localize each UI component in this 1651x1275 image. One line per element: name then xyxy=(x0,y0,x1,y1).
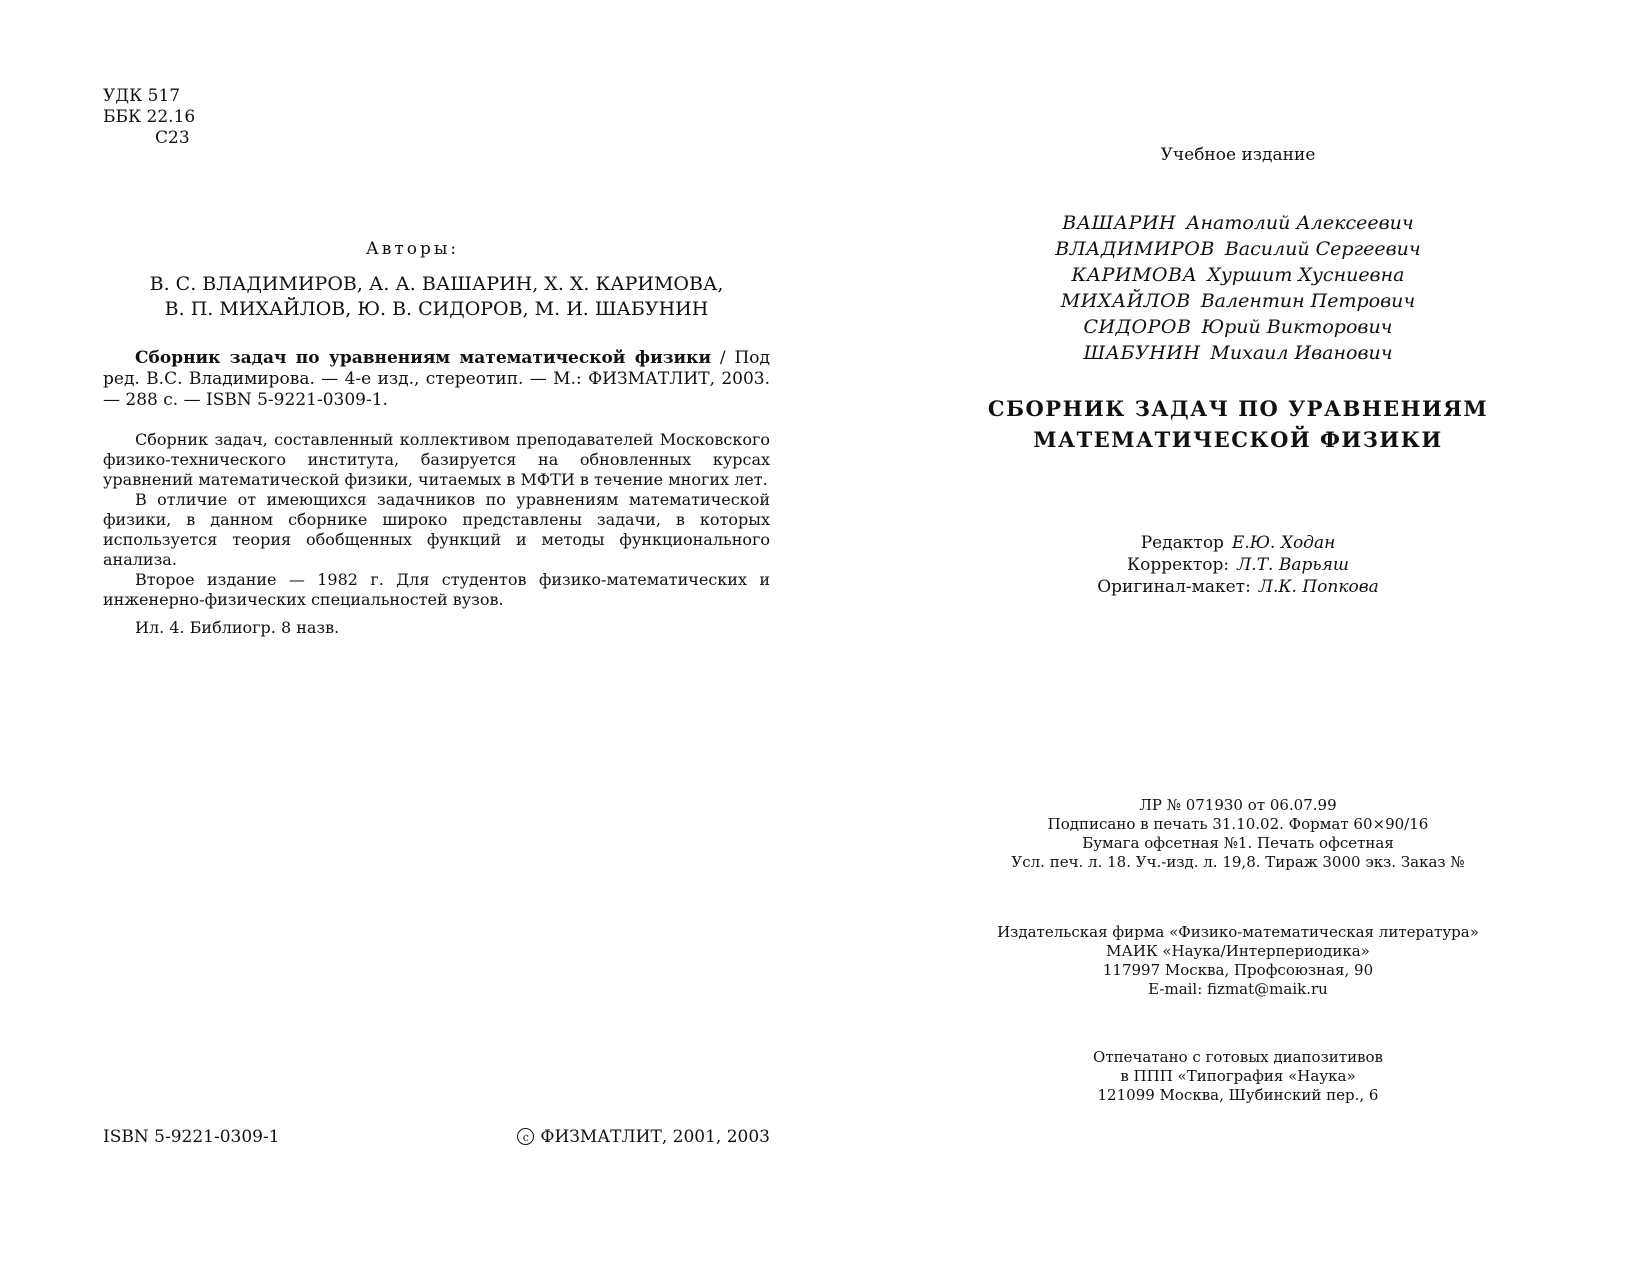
author-entry xyxy=(825,340,1651,366)
isbn: ISBN 5-9221-0309-1 xyxy=(103,1127,280,1147)
title-line: МАТЕМАТИЧЕСКОЙ ФИЗИКИ xyxy=(1033,427,1443,452)
staff-role: Корректор: xyxy=(1127,555,1230,575)
bibliographic-details: / Под ред. В.С. Владимирова. — 4-е изд., стереотип. — М.: ФИЗМАТЛИТ, 2003. — 288 с. — ISBN 5-9221-0309-1. xyxy=(103,348,771,410)
authors-label: Авторы: xyxy=(365,239,460,259)
book-title: Сборник задач по уравнениям математической физики xyxy=(135,348,712,368)
publisher-line: МАИК «Наука/Интерпериодика» xyxy=(1106,942,1370,960)
abstract-paragraph: Ил. 4. Библиогр. 8 назв. xyxy=(135,618,340,637)
publisher-info xyxy=(825,923,1651,999)
authors-list xyxy=(103,272,770,322)
right-page xyxy=(825,0,1651,1275)
editorial-staff xyxy=(825,532,1651,598)
copyright-icon: c xyxy=(517,1128,534,1145)
printed-line: 121099 Москва, Шубинский пер., 6 xyxy=(1097,1086,1379,1104)
abstract-paragraph: Сборник задач, составленный коллективом преподавателей Московского физико-технического института, базируется на обновленных курсах уравнений математической физики, читаемых в МФТИ в течение многих лет. xyxy=(103,430,770,489)
udk-code: УДК 517 xyxy=(103,86,181,106)
author-surname: ВЛАДИМИРОВ xyxy=(1055,238,1215,260)
staff-role: Оригинал-макет: xyxy=(1097,577,1251,597)
author-name: Анатолий Алексеевич xyxy=(1186,212,1414,234)
classification-codes xyxy=(103,86,195,149)
author-name: Михаил Иванович xyxy=(1210,342,1393,364)
bbk-code: ББК 22.16 xyxy=(103,107,196,127)
print-line: Бумага офсетная №1. Печать офсетная xyxy=(1082,834,1394,852)
printed-line: в ППП «Типография «Наука» xyxy=(1120,1067,1356,1085)
author-sign: С23 xyxy=(155,128,190,148)
left-page xyxy=(0,0,825,1275)
staff-role: Редактор xyxy=(1140,533,1224,553)
staff-person: Л.Т. Варьяш xyxy=(1237,555,1349,575)
author-surname: ШАБУНИН xyxy=(1083,342,1201,364)
author-entry xyxy=(825,288,1651,314)
staff-entry xyxy=(825,554,1651,576)
copyright-text: ФИЗМАТЛИТ, 2001, 2003 xyxy=(540,1127,770,1147)
publisher-line: Издательская фирма «Физико-математическая литература» xyxy=(997,923,1479,941)
printed-line: Отпечатано с готовых диапозитивов xyxy=(1093,1048,1383,1066)
publisher-line: E-mail: fizmat@maik.ru xyxy=(1148,980,1328,998)
print-line: Усл. печ. л. 18. Уч.-изд. л. 19,8. Тираж 3000 экз. Заказ № xyxy=(1011,853,1465,871)
staff-person: Е.Ю. Ходан xyxy=(1231,533,1336,553)
print-line: Подписано в печать 31.10.02. Формат 60×90/16 xyxy=(1047,815,1429,833)
staff-person: Л.К. Попкова xyxy=(1258,577,1379,597)
author-name: Хуршит Хусниевна xyxy=(1207,264,1405,286)
book-title-block xyxy=(825,393,1651,455)
abstract xyxy=(103,430,770,638)
bibliographic-record xyxy=(103,348,770,411)
staff-entry xyxy=(825,532,1651,554)
copyright xyxy=(517,1127,770,1147)
author-entry xyxy=(825,236,1651,262)
edition-type: Учебное издание xyxy=(1160,145,1316,165)
author-surname: ВАШАРИН xyxy=(1062,212,1177,234)
author-name: Василий Сергеевич xyxy=(1224,238,1421,260)
author-name: Валентин Петрович xyxy=(1200,290,1416,312)
author-entry xyxy=(825,210,1651,236)
author-name: Юрий Викторович xyxy=(1201,316,1393,338)
author-surname: СИДОРОВ xyxy=(1083,316,1192,338)
author-entry xyxy=(825,314,1651,340)
print-line: ЛР № 071930 от 06.07.99 xyxy=(1139,796,1337,814)
printing-house-info xyxy=(825,1048,1651,1105)
title-line: СБОРНИК ЗАДАЧ ПО УРАВНЕНИЯМ xyxy=(987,396,1489,421)
print-details xyxy=(825,796,1651,872)
authors-line: В. П. МИХАЙЛОВ, Ю. В. СИДОРОВ, М. И. ШАБУНИН xyxy=(164,298,709,320)
author-surname: МИХАЙЛОВ xyxy=(1060,290,1191,312)
abstract-paragraph: Второе издание — 1982 г. Для студентов физико-математических и инженерно-физических специальностей вузов. xyxy=(103,570,770,609)
authors-full-names xyxy=(825,210,1651,366)
authors-line: В. С. ВЛАДИМИРОВ, А. А. ВАШАРИН, Х. Х. КАРИМОВА, xyxy=(149,273,724,295)
author-surname: КАРИМОВА xyxy=(1071,264,1198,286)
publisher-line: 117997 Москва, Профсоюзная, 90 xyxy=(1102,961,1374,979)
author-entry xyxy=(825,262,1651,288)
staff-entry xyxy=(825,576,1651,598)
abstract-paragraph: В отличие от имеющихся задачников по уравнениям математической физики, в данном сборнике широко представлены задачи, в которых используется теория обобщенных функций и методы функционального анализа. xyxy=(103,490,770,569)
